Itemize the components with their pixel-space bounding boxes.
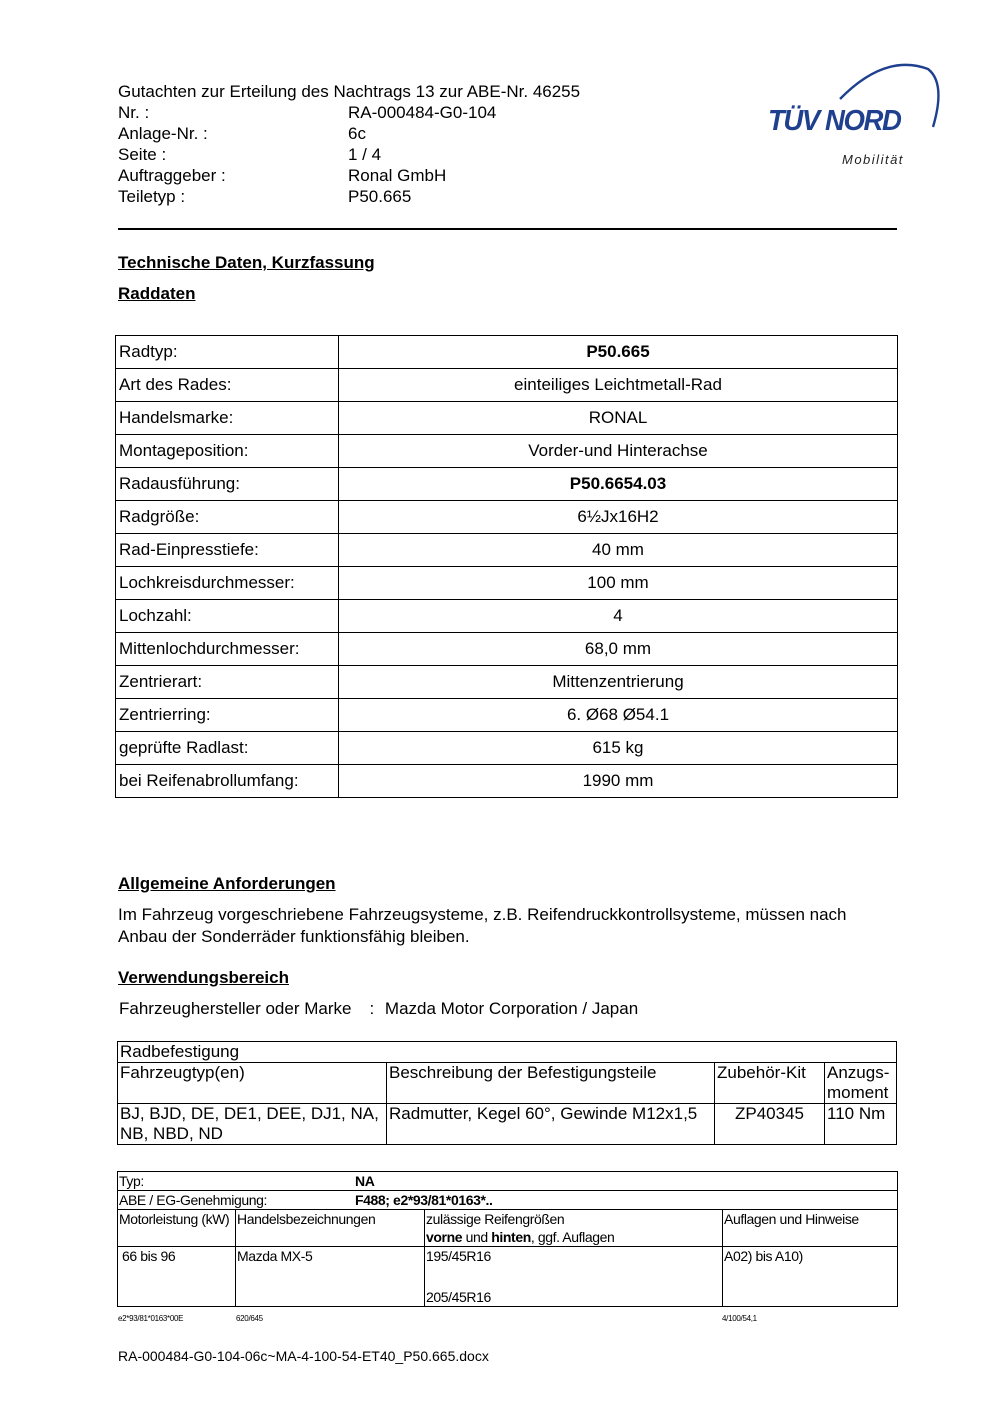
vehicle-tyre-2: 205/45R16 [426, 1289, 491, 1305]
wheel-property-label: Zentrierring: [116, 699, 339, 732]
vehicle-header-rear: hinten [491, 1229, 531, 1245]
table-row [116, 699, 898, 732]
section-title-technical-data: Technische Daten, Kurzfassung [118, 253, 375, 272]
wheel-property-label: Art des Rades: [116, 369, 339, 402]
logo-wordmark: TÜV NORD [768, 105, 901, 137]
fastening-kit: ZP40345 [715, 1104, 825, 1145]
wheel-property-value: einteiliges Leichtmetall-Rad [339, 369, 898, 402]
wheel-property-label: Radtyp: [116, 336, 339, 369]
document-header [118, 81, 580, 207]
wheel-property-label: Rad-Einpresstiefe: [116, 534, 339, 567]
manufacturer-line [119, 998, 638, 1020]
table-row [116, 468, 898, 501]
header-row-value: RA-000484-G0-104 [348, 103, 497, 122]
wheel-property-label: Radgröße: [116, 501, 339, 534]
manufacturer-separator: : [369, 999, 375, 1018]
wheel-property-value: 6. Ø68 Ø54.1 [339, 699, 898, 732]
header-row-value: 1 / 4 [348, 145, 382, 164]
vehicle-header-tyres-line2 [426, 1228, 721, 1246]
table-row [116, 600, 898, 633]
header-row-key: Seite : [118, 145, 167, 164]
fastening-header-vehicle-types: Fahrzeugtyp(en) [118, 1063, 387, 1104]
vehicle-type-label: Typ: [119, 1173, 144, 1189]
wheel-property-value: 40 mm [339, 534, 898, 567]
wheel-property-value: 68,0 mm [339, 633, 898, 666]
wheel-property-value: 6½Jx16H2 [339, 501, 898, 534]
table-row [116, 633, 898, 666]
header-row [118, 123, 580, 144]
table-row [116, 402, 898, 435]
fastening-header-kit: Zubehör-Kit [715, 1063, 825, 1104]
header-row-value: 6c [348, 124, 366, 143]
header-row [118, 186, 580, 207]
vehicle-power: 66 bis 96 [118, 1247, 236, 1307]
wheel-property-value: 4 [339, 600, 898, 633]
fastening-header-description: Beschreibung der Befestigungsteile [387, 1063, 715, 1104]
section-title-requirements: Allgemeine Anforderungen [118, 874, 336, 893]
fastening-vehicle-types: BJ, BJD, DE, DE1, DEE, DJ1, NA, NB, NBD, ND [118, 1104, 387, 1145]
wheel-property-label: Handelsmarke: [116, 402, 339, 435]
fastening-description: Radmutter, Kegel 60°, Gewinde M12x1,5 [387, 1104, 715, 1145]
wheel-property-value: P50.6654.03 [339, 468, 898, 501]
table-row [116, 336, 898, 369]
document-title: Gutachten zur Erteilung des Nachtrags 13 zur ABE-Nr. 46255 [118, 82, 581, 101]
header-row [118, 102, 580, 123]
footnote-code-right: 4/100/54,1 [722, 1314, 757, 1323]
vehicle-approval-row [118, 1191, 898, 1210]
vehicle-header-notes: Auflagen und Hinweise [723, 1210, 898, 1247]
wheel-property-label: Lochzahl: [116, 600, 339, 633]
header-row [118, 144, 580, 165]
table-row [116, 501, 898, 534]
fastening-torque: 110 Nm [825, 1104, 897, 1145]
wheel-property-value: 100 mm [339, 567, 898, 600]
header-row-value: P50.665 [348, 187, 412, 206]
vehicle-name: Mazda MX-5 [236, 1247, 425, 1307]
table-row [116, 765, 898, 798]
wheel-property-value: P50.665 [339, 336, 898, 369]
footnote-approval-code: e2*93/81*0163*00E [118, 1314, 184, 1323]
requirements-text: Im Fahrzeug vorgeschriebene Fahrzeugsysteme, z.B. Reifendruckkontrollsysteme, müssen nach Anbau der Sonderräder funktionsfähig bleiben. [118, 905, 847, 946]
table-row [116, 369, 898, 402]
wheel-property-value: Mittenzentrierung [339, 666, 898, 699]
vehicle-approval-label: ABE / EG-Genehmigung: [119, 1192, 268, 1208]
table-row [116, 732, 898, 765]
table-row [116, 534, 898, 567]
vehicle-notes: A02) bis A10) [723, 1247, 898, 1307]
wheel-property-value: Vorder-und Hinterachse [339, 435, 898, 468]
header-row [118, 165, 580, 186]
header-row-key: Auftraggeber : [118, 166, 226, 185]
table-row [116, 435, 898, 468]
footnote-code-mid: 620/645 [236, 1314, 263, 1323]
header-row-value: Ronal GmbH [348, 166, 447, 185]
fastening-header-torque: Anzugs-moment [825, 1063, 897, 1104]
wheel-property-label: Zentrierart: [116, 666, 339, 699]
wheel-property-label: Radausführung: [116, 468, 339, 501]
header-row-key: Anlage-Nr. : [118, 124, 208, 143]
vehicle-header-names: Handelsbezeichnungen [236, 1210, 425, 1247]
wheel-property-value: 615 kg [339, 732, 898, 765]
vehicle-header-power: Motorleistung (kW) [118, 1210, 236, 1247]
vehicle-tyre-1: 195/45R16 [426, 1248, 491, 1264]
vehicle-header-tyres-line1: zulässige Reifengrößen [426, 1211, 565, 1227]
wheel-property-label: Mittenlochdurchmesser: [116, 633, 339, 666]
vehicle-header-tyres [425, 1210, 723, 1247]
manufacturer-value: Mazda Motor Corporation / Japan [384, 999, 639, 1018]
section-subtitle-wheel-data: Raddaten [118, 284, 196, 303]
logo-subtitle: Mobilität [842, 152, 904, 167]
section-title-usage: Verwendungsbereich [118, 968, 289, 987]
tuev-nord-logo [760, 55, 950, 175]
wheel-data-table [115, 335, 898, 798]
vehicle-tyres [425, 1247, 723, 1307]
vehicle-type-row [118, 1172, 898, 1191]
wheel-property-label: geprüfte Radlast: [116, 732, 339, 765]
wheel-property-value: 1990 mm [339, 765, 898, 798]
wheel-property-label: Montageposition: [116, 435, 339, 468]
footer-filename: RA-000484-G0-104-06c~MA-4-100-54-ET40_P50.665.docx [118, 1348, 489, 1364]
manufacturer-label: Fahrzeughersteller oder Marke [119, 999, 352, 1018]
header-row-key: Teiletyp : [118, 187, 186, 206]
vehicle-type-value: NA [355, 1173, 375, 1189]
table-row [116, 666, 898, 699]
fastening-title: Radbefestigung [118, 1042, 897, 1063]
vehicle-approval-value: F488; e2*93/81*0163*.. [355, 1192, 493, 1208]
wheel-property-value: RONAL [339, 402, 898, 435]
wheel-property-label: Lochkreisdurchmesser: [116, 567, 339, 600]
vehicle-header-conditions: , ggf. Auflagen [530, 1229, 615, 1245]
vehicle-table [117, 1171, 898, 1307]
wheel-property-label: bei Reifenabrollumfang: [116, 765, 339, 798]
header-divider [118, 228, 897, 230]
wheel-fastening-table [117, 1041, 897, 1145]
table-row [116, 567, 898, 600]
vehicle-header-and: und [462, 1229, 492, 1245]
vehicle-header-front: vorne [426, 1229, 463, 1245]
header-row-key: Nr. : [118, 103, 150, 122]
